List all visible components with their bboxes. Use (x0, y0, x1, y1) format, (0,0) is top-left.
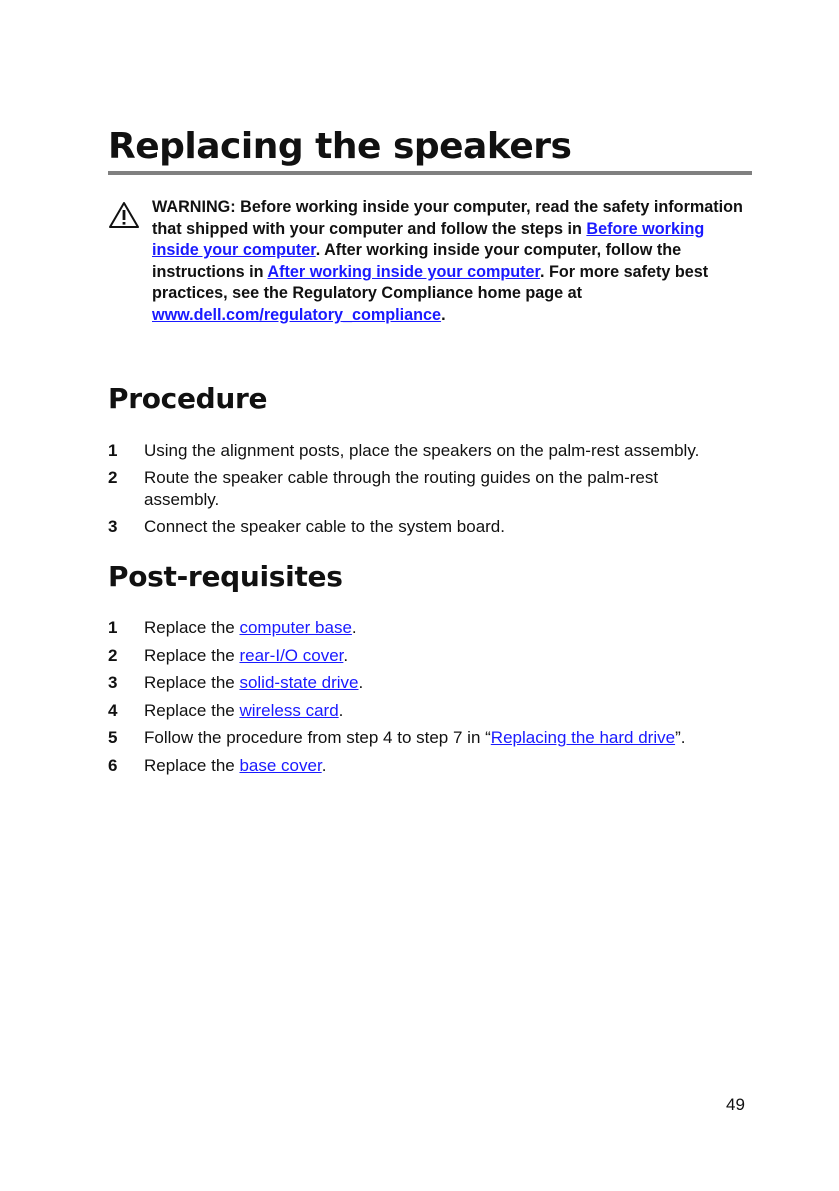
page-number: 49 (726, 1095, 745, 1114)
procedure-steps (108, 440, 758, 538)
procedure-step (108, 467, 719, 511)
post-requisite-step (108, 755, 758, 777)
warning-text-part: . For more safety best practices, see the Regulatory Compliance home page at (152, 262, 709, 303)
step-number: 3 (108, 517, 118, 536)
warning-text-part: . (441, 305, 446, 324)
after-working-link[interactable]: After working inside your computer (267, 262, 540, 281)
warning-triangle-icon (108, 201, 140, 229)
step-text: . (351, 618, 357, 637)
step-text: Replace the (144, 645, 240, 665)
procedure-step (108, 440, 758, 462)
step-number: 2 (108, 645, 118, 665)
wireless-card-link[interactable]: wireless card (239, 700, 339, 720)
step-text: Follow the procedure from step 4 to step 7 in “ (144, 728, 491, 748)
step-text: Using the alignment posts, place the speakers on the palm-rest assembly. (144, 441, 700, 460)
post-requisites-steps (108, 617, 758, 777)
step-text: Replace the (144, 673, 240, 693)
warning-label: WARNING: (152, 198, 236, 216)
step-number: 2 (108, 468, 118, 487)
rear-io-cover-link[interactable]: rear-I/O cover (239, 645, 344, 665)
step-number: 6 (108, 755, 118, 775)
step-number: 1 (108, 618, 118, 637)
regulatory-compliance-link[interactable]: www.dell.com/regulatory_compliance (152, 305, 442, 324)
post-requisites-heading: Post-requisites (108, 560, 343, 593)
post-requisite-step (108, 617, 758, 639)
step-text: . (358, 673, 364, 693)
title-rule (108, 171, 752, 175)
step-text: Replace the (144, 618, 240, 637)
base-cover-link[interactable]: base cover (239, 755, 322, 775)
step-text: Replace the (144, 755, 240, 775)
step-number: 4 (108, 700, 118, 720)
step-text: Route the speaker cable through the routing guides on the palm-rest assembly. (144, 468, 659, 509)
post-requisite-step (108, 645, 758, 667)
step-text: . (321, 755, 327, 775)
warning-text-part: . After working inside your computer, follow the instructions in (152, 241, 682, 281)
step-text: Replace the (144, 700, 240, 720)
step-text: ”. (675, 728, 686, 748)
page-title: Replacing the speakers (108, 126, 572, 167)
solid-state-drive-link[interactable]: solid-state drive (239, 673, 359, 693)
post-requisite-step (108, 672, 758, 694)
warning-text-part: Before working inside your computer, read the safety information that shipped with your computer and follow the steps in (152, 198, 743, 238)
step-number: 1 (108, 441, 118, 460)
step-text: Connect the speaker cable to the system board. (144, 517, 505, 536)
step-number: 3 (108, 673, 118, 693)
step-text: . (338, 700, 344, 720)
computer-base-link[interactable]: computer base (239, 618, 352, 637)
replacing-hard-drive-link[interactable]: Replacing the hard drive (490, 728, 676, 748)
before-working-link[interactable]: Before working inside your computer (152, 219, 705, 260)
warning-text (152, 197, 754, 327)
step-number: 5 (108, 728, 118, 748)
post-requisite-step (108, 727, 758, 749)
procedure-step (108, 516, 758, 538)
step-text: . (343, 645, 349, 665)
post-requisite-step (108, 700, 758, 722)
procedure-heading: Procedure (108, 382, 268, 415)
